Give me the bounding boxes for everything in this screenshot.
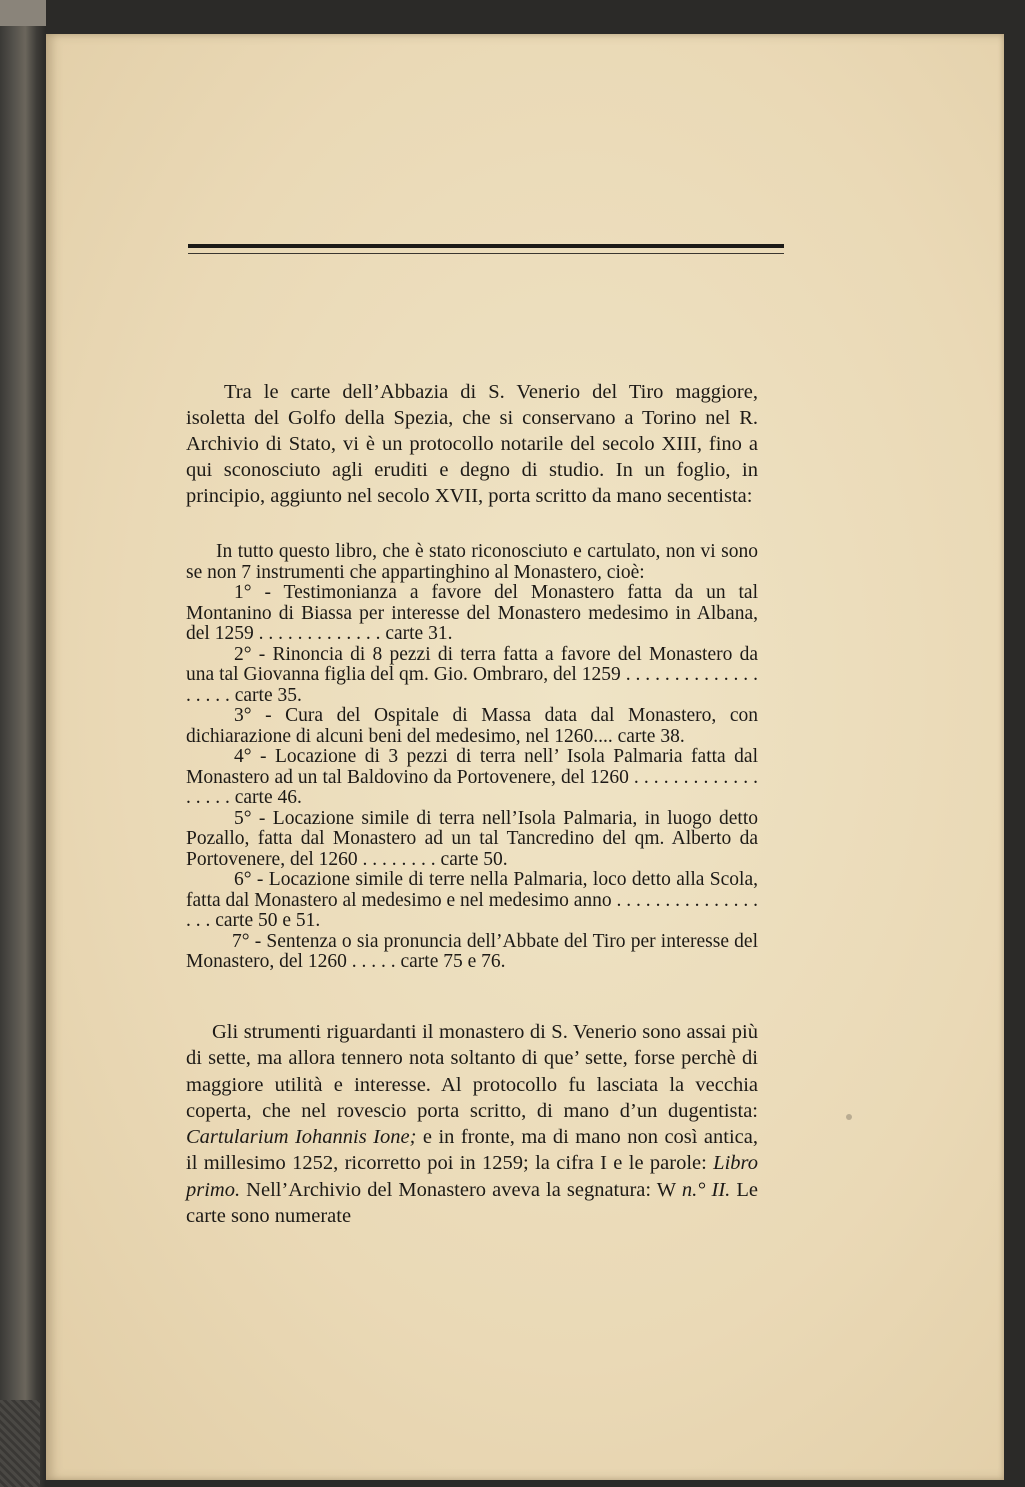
book-page	[46, 34, 1004, 1480]
closing-italic-cartularium: Cartularium Iohannis Ione;	[186, 1126, 417, 1149]
closing-text-part1: Gli strumenti riguardanti il monastero di S. Venerio sono assai più di sette, ma allora tennero nota soltanto di que’ sette, forse perchè di maggiore utilità e interesse. Al protocollo fu lasciata la vecchia coperta, che nel rovescio porta scritto, di mano d’un dugentista:	[186, 1021, 758, 1122]
closing-text-part3: Nell’Archivio del Monastero aveva la segnatura: W	[240, 1178, 682, 1201]
quoted-inventory	[186, 542, 758, 973]
closing-paragraph-text	[186, 1019, 758, 1229]
quote-item-2: 2° - Rinoncia di 8 pezzi di terra fatta a favore del Monastero da una tal Giovanna figlia del qm. Gio. Ombraro, del 1259 . . . . . . . . . . . . . . . . . . . carte 35.	[186, 643, 758, 706]
intro-paragraph-text: Tra le carte dell’Abbazia di S. Venerio del Tiro maggiore, isoletta del Golfo della Spezia, che si conservano a Torino nel R. Archivio di Stato, vi è un protocollo notarile del secolo XIII, fino a qui sconosciuto agli eruditi e degno di studio. In un foglio, in principio, aggiunto nel secolo XVII, porta scritto da mano secentista:	[186, 381, 758, 507]
quote-item-4: 4° - Locazione di 3 pezzi di terra nell’ Isola Palmaria fatta dal Monastero ad un tal Baldovino da Portovenere, del 1260 . . . . . . . . . . . . . . . . . . carte 46.	[186, 746, 758, 808]
header-rule-thick	[188, 244, 784, 248]
closing-italic-libro-primo: Libro primo.	[186, 1152, 758, 1201]
closing-italic-signature: n.° II.	[681, 1178, 731, 1201]
quote-item-3: 3° - Cura del Ospitale di Massa data dal Monastero, con dichiarazione di alcuni beni del medesimo, nel 1260.... carte 38.	[186, 705, 758, 747]
intro-paragraph	[186, 379, 758, 509]
binding-band-top	[0, 0, 46, 26]
quote-item-7: 7° - Sentenza o sia pronuncia dell’Abbate del Tiro per interesse del Monastero, del 1260 . . . . . carte 75 e 76.	[186, 930, 758, 972]
closing-paragraph	[186, 1019, 758, 1229]
quote-item-6: 6° - Locazione simile di terre nella Palmaria, loco detto alla Scola, fatta dal Monastero al medesimo e nel medesimo anno . . . . . . . . . . . . . . . . . . carte 50 e 51.	[186, 869, 758, 931]
closing-text-part2: e in fronte, ma di mano non così antica, il millesimo 1252, ricorretto poi in 1259; la cifra I e le parole:	[186, 1126, 758, 1175]
quote-item-1: 1° - Testimonianza a favore del Monastero fatta da un tal Montanino di Biassa per interesse del Monastero medesimo in Albana, del 1259 . . . . . . . . . . . . . carte 31.	[186, 582, 758, 644]
closing-text-part4: Le carte sono numerate	[186, 1178, 759, 1228]
book-binding	[0, 0, 46, 1487]
binding-band-bottom	[0, 1400, 40, 1487]
paper-spot	[846, 1114, 852, 1120]
quote-intro: In tutto questo libro, che è stato riconosciuto e cartulato, non vi sono se non 7 instrumenti che appartinghino al Monastero, cioè:	[186, 541, 758, 583]
quote-item-5: 5° - Locazione simile di terra nell’Isola Palmaria, in luogo detto Pozallo, fatta dal Monastero ad un tal Tancredino del qm. Alberto da Portovenere, del 1260 . . . . . . . . carte 50.	[186, 807, 758, 870]
header-rule-thin	[188, 253, 784, 254]
